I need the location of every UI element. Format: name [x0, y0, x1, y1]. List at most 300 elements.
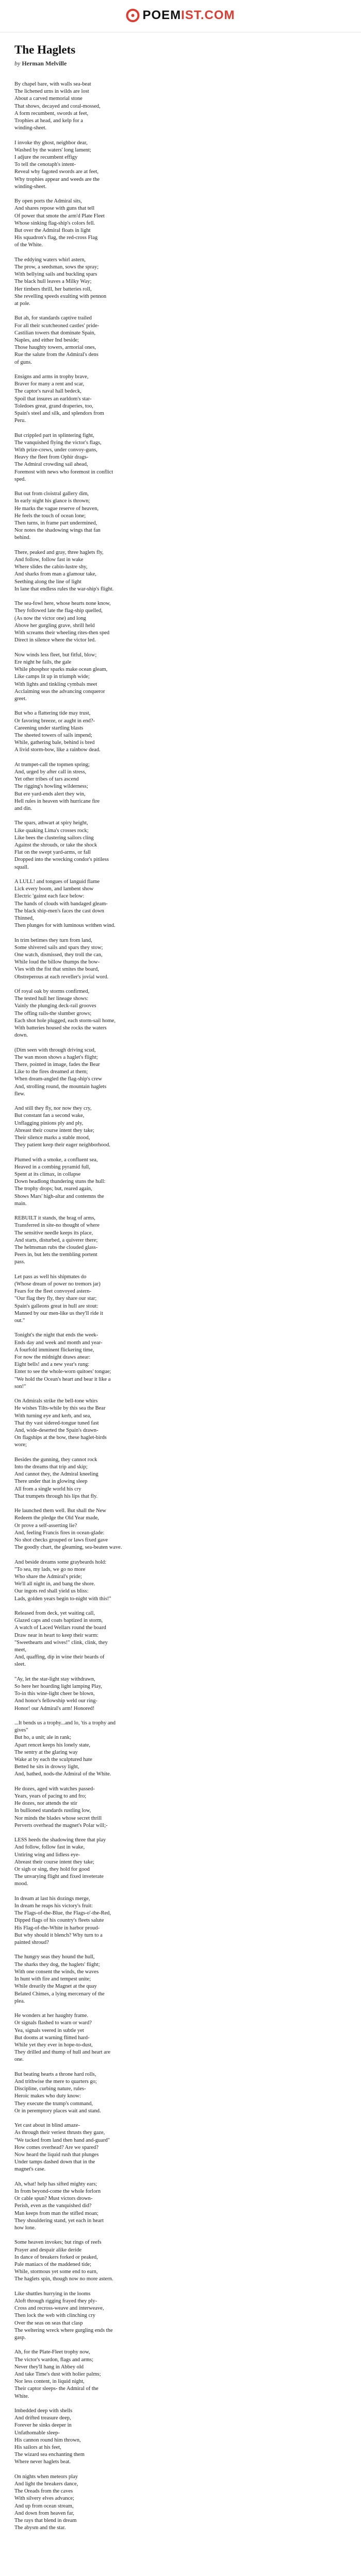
stanza: [14, 315, 344, 366]
stanza: [14, 374, 344, 425]
poem-line: Perverts overhead the magnet's Polar will;-: [14, 1822, 108, 1828]
poem-line: But out from cloistral gallery dim,: [14, 491, 89, 497]
stanza: [14, 2239, 344, 2283]
stanza: [14, 1274, 344, 1325]
poem-line: how lone.: [14, 2225, 36, 2231]
poem-line: The vanquished flying the victor's flags,: [14, 439, 102, 446]
poem-line: Who share the Admiral's pride;: [14, 1574, 82, 1580]
poem-line: (Dim seen with through driving scud,: [14, 1047, 96, 1053]
poem-line: Untiring wing and lidless eye-: [14, 1852, 80, 1858]
poem-line: And up from ocean stream,: [14, 2503, 74, 2509]
logo-text-main: POEM: [142, 8, 182, 22]
poem-line: Her timbers thrill, her batteries roll,: [14, 286, 92, 292]
poem-line: Nor less content, in liquid night,: [14, 2379, 85, 2385]
poem-line: Betted he sits in drowsy light,: [14, 1764, 79, 1770]
poem-line: meet,: [14, 1647, 27, 1653]
poem-line: Or sigh or sing, they hold for good: [14, 1867, 90, 1873]
poem-line: The victor's wardon, flags and arms;: [14, 2357, 93, 2363]
poem-line: His sailors at his feet,: [14, 2444, 61, 2450]
poem-line: Then plunges for with luminous writhen wind.: [14, 923, 116, 929]
poem-line: And drifted treasure deep,: [14, 2415, 71, 2421]
poem-line: While yet they ever in hope-to-dust,: [14, 2042, 93, 2048]
poem-line: Ah, for the Plate-Fleet trophy now,: [14, 2349, 90, 2355]
poem-line: Their silence marks a stable mood,: [14, 1134, 90, 1141]
stanza: [14, 1507, 344, 1551]
poem-line: greet.: [14, 696, 27, 702]
poem-line: And trithwise the mere to quarters go;: [14, 2078, 97, 2084]
poem-line: Discipline, curbing nature, rules-: [14, 2086, 86, 2092]
poem-line: The lichened urns in wilds are lost: [14, 89, 89, 95]
stanza: [14, 1895, 344, 1946]
poem-line: He wishes Tilts-while by this sea the Bear: [14, 1405, 106, 1412]
poem-line: He feels the touch of ocean lone;: [14, 513, 86, 519]
poem-line: son!": [14, 1383, 26, 1389]
poem-line: And down from heaven far,: [14, 2510, 74, 2516]
poem-line: mood.: [14, 1881, 28, 1887]
poem-line: In hunt with fire and tempest unite;: [14, 1976, 91, 1982]
stanza: [14, 1157, 344, 1208]
byline-prefix: by: [14, 60, 21, 67]
poem-line: The rigging's howling wilderness;: [14, 784, 88, 790]
poem-line: Dropped into the wrecking condor's pitiless: [14, 857, 109, 863]
poem-line: Some heaven invokes; but rings of reefs: [14, 2240, 102, 2246]
poem-line: They shouldering stand, yet each in heart: [14, 2217, 104, 2224]
poem-line: The Flags-of-the-Blue, the Flags-o'-the-Red,: [14, 1910, 111, 1917]
poem-line: Shows Mars' high-altar and contemns the: [14, 1193, 104, 1199]
poem-line: Reveal why fagoted swords are at feet,: [14, 169, 99, 175]
poem-line: Or in peremptory places wait and stand.: [14, 2108, 101, 2114]
poem-line: He dozes, aged with watches passed-: [14, 1786, 95, 1792]
poem-line: So here her hoarding light lamping Play,: [14, 1684, 102, 1690]
stanza: [14, 1720, 344, 1778]
poem-line: He launched them well. But shall the New: [14, 1508, 106, 1514]
poem-line: The trophy drops; but, reared again,: [14, 1186, 92, 1192]
poem-line: Let pass as well his shipmates do: [14, 1274, 87, 1280]
poem-line: The eddying waters whirl astern,: [14, 257, 86, 263]
poem-line: Why trophies appear and weeds are the: [14, 176, 100, 182]
poem-line: And, feeling Francis fires in ocean-glade:: [14, 1530, 105, 1536]
stanza: [14, 2012, 344, 2063]
poem-line: sleet.: [14, 1662, 26, 1668]
poem-line: But dooms at warning flitted hard-: [14, 2035, 90, 2041]
stanza: [14, 820, 344, 871]
poem-line: of guns.: [14, 359, 32, 365]
poem-line: The hungry seas they hound the hull,: [14, 1954, 95, 1960]
poem-line: Transferred in site-no thought of where: [14, 1223, 100, 1229]
poem-line: Like to the fires dreamed at them;: [14, 1069, 88, 1075]
logo-text-accent: IST.COM: [181, 8, 235, 22]
poem-line: The offing rails-the slumber grows;: [14, 1010, 92, 1016]
poem-line: But who a flattering tide may trust,: [14, 710, 91, 717]
poem-line: Unflagging pinions ply and ply,: [14, 1120, 84, 1126]
stanza: [14, 2071, 344, 2115]
poem-line: By chapel bare, with walls sea-beat: [14, 81, 91, 87]
stanza: [14, 2291, 344, 2342]
poem-line: The captor's naval hall bedeck,: [14, 388, 81, 395]
poem-line: And cannot they, the Admiral kneeling: [14, 1471, 99, 1478]
poem-line: Vainly the plunging deck-rail grooves: [14, 1003, 96, 1009]
poem-content: [14, 43, 344, 2539]
poem-line: They followed late the flag-ship quelled,: [14, 608, 103, 614]
poem-line: out.": [14, 1318, 25, 1324]
poem-line: All from a single world his cry: [14, 1486, 81, 1492]
poem-line: Yet cast about in blind amaze-: [14, 2123, 80, 2129]
poem-line: The sensitive needle keeps its place,: [14, 1230, 93, 1236]
poem-line: While, gathering bale, behind is bred: [14, 740, 95, 746]
poem-line: The wizard sea enchanting them: [14, 2452, 85, 2458]
poem-line: Plumed with a smoke, a confluent sea,: [14, 1157, 98, 1163]
poem-line: Glazed caps and coats baptized in storm,: [14, 1618, 103, 1624]
poem-line: We'll all night in, and bang the shore.: [14, 1581, 95, 1587]
poem-line: The sea-fowl here, whose hearts none know,: [14, 601, 111, 607]
poem-line: He dozes, nor attends the stir: [14, 1801, 77, 1807]
poem-line: The hands of clouds with bandaged gleam-: [14, 901, 108, 907]
poem-line: I adjure the recumbent effigy: [14, 155, 78, 161]
poem-line: And starts, disturbed, a quiverer there;: [14, 1237, 98, 1243]
poem-line: Whose sinking flag-ship's colors fell.: [14, 220, 95, 226]
poem-line: Foremost with news who foremost in conflict: [14, 469, 113, 475]
poem-line: Over the seas on seas that clasp: [14, 2320, 83, 2326]
poem-line: The black ship-men's faces the cast down: [14, 908, 104, 914]
target-icon: [126, 9, 139, 22]
poem-line: Those haughty towers, armorial ones,: [14, 345, 96, 351]
poem-line: Lick every boom, and lambent show: [14, 886, 94, 892]
poem-line: In dream he reaps his victory's fruit:: [14, 1903, 93, 1909]
poem-line: I invoke thy ghost, neighbor dear,: [14, 140, 88, 146]
poem-line: Like bees the clustering sailors cling: [14, 835, 94, 841]
poem-line: The goodly chart, the gleaming, sea-beaten wave.: [14, 1545, 122, 1551]
poem-line: The sheeted towers of sails impend;: [14, 732, 92, 738]
poem-line: Their captor sleeps- the Admiral of the: [14, 2386, 99, 2392]
poem-line: Pale maniacs of the maddened tide;: [14, 2261, 91, 2267]
poem-line: Like camps lit up in triumph wide;: [14, 674, 90, 680]
poem-line: Rue the salute from the Admiral's dens: [14, 352, 99, 358]
stanza: [14, 2349, 344, 2400]
poem-line: Ends day and week and month and year-: [14, 1340, 103, 1346]
poem-line: Against the shrouds, or take the shock: [14, 842, 97, 848]
logo-text: [142, 8, 235, 23]
stanza: [14, 1332, 344, 1391]
poem-line: Or favoring breeze, or aught in end?-: [14, 718, 95, 724]
poem-line: By open ports the Admiral sits,: [14, 198, 82, 205]
poem-line: The black hull leaves a Milky Way;: [14, 279, 92, 285]
poem-line: And, quaffing, dip in wine their beards of: [14, 1654, 105, 1660]
poem-line: Nor minds the blades whose secret thrill: [14, 1815, 102, 1821]
stanza: [14, 2408, 344, 2466]
poem-line: ...It bends us a trophy...and lo, 'tis a trophy and: [14, 1720, 116, 1726]
poem-line: Above her gurgling grave, shrill held: [14, 622, 95, 629]
poem-line: and din.: [14, 805, 32, 811]
poem-title: The Haglets: [14, 43, 76, 56]
poem-line: The haglets spin, though now no more astern.: [14, 2276, 113, 2282]
poem-line: And, bathed, nods-the Admiral of the White.: [14, 1771, 111, 1777]
poem-line: "We tacked from land then hand and-guard": [14, 2137, 110, 2143]
poem-line: Under tamps dashed down that in the: [14, 2159, 95, 2165]
poem-line: Where never haglets beat.: [14, 2459, 71, 2465]
poem-line: Man keeps from man the stifled moan;: [14, 2210, 99, 2216]
poem-line: One watch, dismissed, they troll the can,: [14, 952, 103, 958]
poem-line: pass.: [14, 1259, 25, 1265]
site-logo-link[interactable]: [126, 8, 235, 23]
poem-line: They drilled and thump of hull and heart are: [14, 2049, 111, 2056]
poem-line: His Flag-of-the-White in harbor proud-: [14, 1925, 100, 1931]
poem-line: When dream-angled the flag-ship's crew: [14, 1076, 102, 1082]
poem-line: Or cable spun? Must victors drown-: [14, 2196, 93, 2202]
poem-line: A watch of Laced Wellars round the board: [14, 1625, 106, 1631]
stanza: [14, 1786, 344, 1829]
poem-line: Ere night he fails, the gale: [14, 659, 72, 665]
stanza: [14, 1215, 344, 1266]
poem-line: To tell the cenotaph's intent-: [14, 162, 76, 168]
poem-line: With one consent the winds, the waves: [14, 1969, 99, 1975]
poem-line: Each shot hole plugged, each storm-sail home,: [14, 1018, 116, 1024]
poem-line: But constant fan a second wake,: [14, 1113, 85, 1119]
stanza: [14, 549, 344, 593]
poem-line: On Admirals strike the bell-tone whirs: [14, 1398, 98, 1404]
poem-line: At trumpet-call the topmen spring;: [14, 761, 90, 768]
stanza: [14, 1676, 344, 1713]
poem-line: While phosphor sparks make ocean gleam,: [14, 667, 108, 673]
poem-line: In from beyond-come the whole forlorn: [14, 2188, 101, 2194]
poem-line: "To sea, my lads, we go no more: [14, 1566, 86, 1572]
stanza: [14, 1610, 344, 1669]
poem-line: gasp.: [14, 2334, 26, 2341]
poem-line: He wonders at her haughty frame.: [14, 2013, 88, 2019]
poem-line: Careening under startling blasts: [14, 725, 84, 731]
poem-line: To-in this wine-light cheer be blown,: [14, 1691, 95, 1697]
poem-line: Nor notes the shadowing wings that fan: [14, 528, 101, 534]
poem-line: Spent at its climax, in collapse: [14, 1171, 81, 1177]
poem-line: With screams their wheeling rites-then sped: [14, 630, 110, 636]
stanza: [14, 81, 344, 132]
poem-line: Imbedded deep with shells: [14, 2408, 73, 2414]
poem-line: In dance of breakers forked or peaked,: [14, 2254, 98, 2260]
poem-line: That thy vast sidered-tongue tuned fast: [14, 1420, 99, 1426]
poem-line: Lads, golden years begin to-night with this!": [14, 1596, 111, 1602]
poem-line: "Ay, let the star-light stay withdrawn,: [14, 1676, 95, 1682]
poem-line: Cross and recross-weave and interweave,: [14, 2306, 104, 2312]
poem-line: Or prove a self-asserting lie?: [14, 1522, 77, 1529]
poem-line: Never they'll hang in Abbey old: [14, 2364, 84, 2370]
poem-line: And, wide-deserted the Spain's drawn-: [14, 1428, 99, 1434]
stanza: [14, 1954, 344, 2005]
poem-line: On nights when meteors play: [14, 2473, 78, 2480]
poem-line: While drearily the Magnet at the quay: [14, 1984, 97, 1990]
poem-line: Then turns, in frame part undermined,: [14, 520, 97, 527]
poem-line: And follow, follow fast in wake: [14, 557, 84, 563]
stanza: [14, 1837, 344, 1888]
poem-line: He marks the vague reserve of heaven,: [14, 505, 99, 512]
poem-line: And follow, follow fast in wake,: [14, 1844, 85, 1851]
poem-line: But crippled part in splintering fight,: [14, 432, 94, 438]
poem-line: But why should it blench? Why turn to a: [14, 1932, 103, 1938]
poem-line: Or signals flashed to warn or ward?: [14, 2020, 92, 2026]
stanza: [14, 1456, 344, 1500]
poem-line: A fourfold imminent flickering time,: [14, 1347, 94, 1353]
stanza: [14, 878, 344, 929]
poem-line: plea.: [14, 1998, 25, 2004]
poem-line: Now winds less fleet, but fitful, blow;: [14, 652, 97, 658]
poem-line: Manned by our men-like us they'll ride it: [14, 1310, 103, 1316]
poem-line: A LULL! and tongues of languid flame: [14, 878, 100, 885]
poem-line: Ensigns and arms in trophy brave,: [14, 374, 89, 380]
poem-line: But ho, a unit; ale in rank;: [14, 1735, 71, 1741]
stanza: [14, 652, 344, 703]
poem-line: Acclaiming seas the advancing conqueror: [14, 688, 105, 694]
poem-author[interactable]: Herman Melville: [22, 60, 67, 67]
stanza: [14, 937, 344, 981]
poem-line: "We hold the Ocean's heart and bear it like a: [14, 1376, 111, 1382]
poem-line: And honor's fellowship weld our ring-: [14, 1698, 97, 1704]
poem-line: And beside dreams some graybeards hold:: [14, 1559, 107, 1565]
poem-line: Spain's steel and silk, and splendors from: [14, 411, 104, 417]
poem-line: And shares repose with guns that tell: [14, 206, 95, 212]
stanza: [14, 198, 344, 249]
poem-line: How comes overhead? Are we spared?: [14, 2144, 99, 2150]
poem-line: Some shivered sails and spars they stow;: [14, 944, 103, 951]
poem-line: With bellying sails and buckling spars: [14, 272, 97, 278]
stanza: [14, 761, 344, 812]
poem-line: Down headlong thundering stuns the hull:: [14, 1179, 106, 1185]
stanza: [14, 2181, 344, 2232]
poem-line: Castilian towers that dominate Spain,: [14, 330, 96, 336]
poem-line: Peru.: [14, 418, 26, 424]
poem-line: Yea, signals veered in subtle yet: [14, 2027, 84, 2033]
poem-line: And still they fly, nor now they cry,: [14, 1106, 92, 1112]
poem-line: Tonight's the night that ends the week-: [14, 1332, 99, 1338]
poem-line: Seething along the line of light: [14, 579, 81, 585]
poem-line: Honor! our Admiral's arm! Honored!: [14, 1705, 95, 1711]
poem-line: LESS heeds the shadowing three that play: [14, 1837, 106, 1843]
stanza: [14, 988, 344, 1039]
poem-line: Heaved in a combing pyramid full,: [14, 1164, 90, 1170]
poem-line: Heavy the fleet from Ophir drags-: [14, 454, 89, 461]
stanza: [14, 1105, 344, 1149]
poem-line: Spoil that insures an earldom's star-: [14, 396, 92, 402]
poem-line: Where slides the cabin-lustre shy,: [14, 564, 88, 570]
poem-line: Of royal oak by storms confirmed,: [14, 988, 90, 994]
poem-line: The rays that blend in dream: [14, 2517, 77, 2523]
poem-line: Perish, even as the vanquished did?: [14, 2203, 92, 2209]
poem-line: Aloft through rigging frayed they ply-: [14, 2298, 97, 2304]
poem-line: Now heard the liquid rush that plunges: [14, 2151, 99, 2158]
poem-line: Ah, what! help has sifted mighty ears;: [14, 2181, 97, 2187]
poem-line: at pole.: [14, 301, 30, 307]
poem-line: Washed by the waters' long lament;: [14, 147, 91, 153]
poem-line: And light the breakers dance,: [14, 2481, 78, 2487]
poem-line: And take Time's dust with holier palms;: [14, 2371, 101, 2377]
stanza: [14, 1047, 344, 1098]
poem-line: Flat on the swept yard-arms, or fall: [14, 850, 91, 856]
poem-line: down.: [14, 1032, 28, 1039]
poem-line: She revelling speeds exulting with pennon: [14, 293, 107, 299]
poem-line: The helmsman rubs the clouded glass-: [14, 1244, 98, 1250]
poem-line: Enter to see the whole-worn quitoes' tongue;: [14, 1369, 111, 1375]
poem-line: sped.: [14, 476, 26, 482]
poem-line: Yet other tribes of tars ascend: [14, 776, 79, 783]
poem-line: Unfathomable sleep-: [14, 2430, 60, 2436]
poem-line: And, strolling round, the mountain haglets: [14, 1083, 107, 1090]
poem-line: There under that in glowing sleep: [14, 1479, 88, 1485]
poem-line: About a carved memorial stone: [14, 96, 83, 102]
poem-line: winding-sheet.: [14, 125, 47, 131]
poem-line: For now the midnight draws anear:: [14, 1354, 91, 1360]
poem-line: There, pointed in image, fades the Bear: [14, 1061, 100, 1067]
poem-line: For all their scutcheoned castles' pride-: [14, 323, 100, 329]
poem-line: With lights and tinkling cymbals meet: [14, 681, 97, 687]
poem-line: Then lock the web with clinching cry: [14, 2313, 95, 2319]
stanza: [14, 2122, 344, 2173]
poem-line: With silvery elves advance;: [14, 2496, 74, 2502]
poem-line: of the White.: [14, 242, 43, 248]
poem-line: A livid storm-bow, like a rainbow dead.: [14, 747, 101, 753]
poem-line: That trumpets through his lips that fly.: [14, 1493, 98, 1499]
poem-line: White.: [14, 2393, 29, 2399]
stanza: [14, 257, 344, 308]
stanza: [14, 710, 344, 754]
poem-line: In bullioned standards rustling low,: [14, 1808, 91, 1814]
poem-line: Spain's galleons great in hull are stout:: [14, 1303, 99, 1309]
poem-line: And sharks from man a glamour take,: [14, 571, 96, 578]
stanza: [14, 490, 344, 541]
poem-line: one.: [14, 2057, 24, 2063]
poem-line: Of power that smote the arm'd Plate Fleet: [14, 213, 105, 219]
poem-line: Forever he sinks deeper in: [14, 2422, 72, 2429]
poem-line: Vies with the fist that smites the board,: [14, 967, 99, 973]
poem-line: In lane that endless rules the war-ship's flight.: [14, 586, 114, 592]
poem-line: wore;: [14, 1442, 27, 1448]
poem-line: The Oreads from the caves: [14, 2488, 73, 2495]
poem-line: The sentry at the glaring way: [14, 1749, 78, 1755]
poem-line: The sharks they dog, the haglets' flight;: [14, 1961, 100, 1968]
poem-line: Obstreperous at each reveller's jovial word.: [14, 974, 109, 980]
poem-line: With batteries housed she rocks the waters: [14, 1025, 107, 1031]
poem-line: Direct in silence where the victor led.: [14, 637, 96, 643]
poem-line: gives": [14, 1727, 28, 1734]
poem-line: The prow, a seedsman, sows the spray;: [14, 264, 99, 270]
poem-line: No shot checks grouped or laws fixed gave: [14, 1537, 108, 1544]
poem-line: Peers in, but lets the trembling portent: [14, 1252, 97, 1258]
poem-line: squall.: [14, 864, 29, 870]
poem-line: Toledoes great, grand draperies, too,: [14, 403, 93, 409]
poem-line: Into the dreams that trip and skip;: [14, 1464, 88, 1470]
poem-line: Released from deck, yet waiting call,: [14, 1611, 95, 1617]
stanza: [14, 1398, 344, 1449]
site-header: [0, 0, 361, 32]
poem-line: Dipped flags of his country's fleets salute: [14, 1918, 104, 1924]
poem-line: Abreast their course intent they take;: [14, 1127, 94, 1133]
poem-line: The abysm and the star.: [14, 2525, 66, 2531]
poem-line: In dream at last his dozings merge,: [14, 1895, 90, 1902]
poem-line: His squadron's flag, the red-cross Flag: [14, 235, 98, 241]
poem-line: Naples, and either Ind beside;: [14, 337, 79, 344]
stanza: [14, 140, 344, 191]
poem-line: Electric 'gainst each face below:: [14, 893, 85, 900]
poem-line: In early night his glance is thrown;: [14, 498, 90, 504]
poem-line: "Our flag they fly, they share our star;: [14, 1296, 97, 1302]
poem-line: behind.: [14, 535, 31, 541]
poem-line: Heroic makes who duty know:: [14, 2093, 81, 2099]
stanza: [14, 432, 344, 483]
poem-line: (Whose dream of power no tremors jar): [14, 1281, 101, 1287]
poem-line: REBUILT it stands, the brag of arms,: [14, 1215, 95, 1222]
poem-line: (As now the victor one) and long: [14, 615, 86, 621]
poem-line: While, stormous yet some end to earn,: [14, 2269, 98, 2275]
poem-line: And, urged by after call in stress,: [14, 769, 87, 775]
poem-line: Our ingots red shall yield us bliss:: [14, 1588, 89, 1595]
poem-line: Years, years of pacing to and fro;: [14, 1793, 87, 1800]
poem-line: As through their veriest thrusts they gaze,: [14, 2130, 105, 2136]
